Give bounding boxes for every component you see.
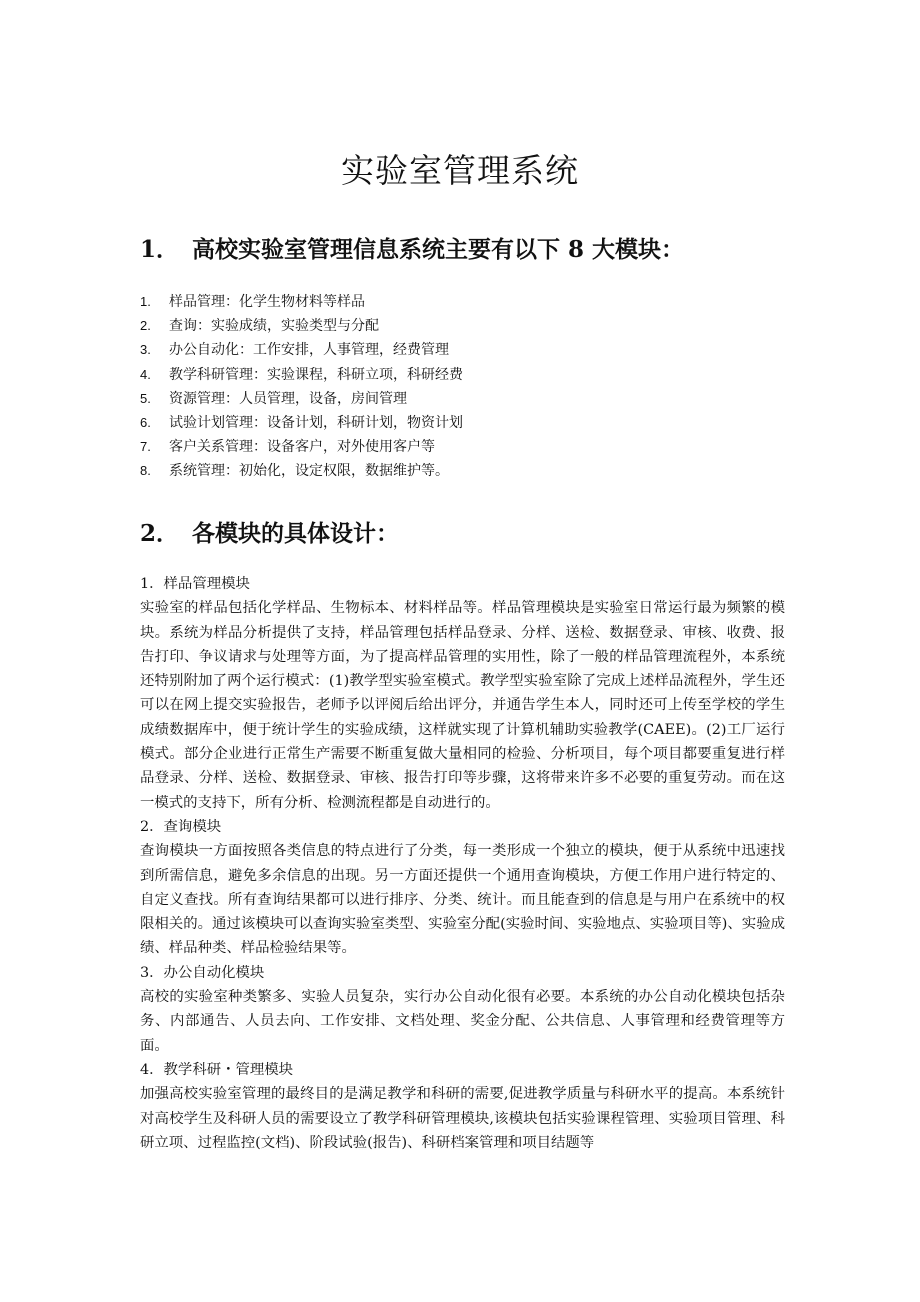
subsection-heading: 2．查询模块: [140, 818, 222, 835]
section-heading-text: 各模块的具体设计：: [192, 520, 399, 547]
list-number: 4.: [140, 366, 151, 382]
subsection-heading: 3．办公自动化模块: [140, 964, 265, 981]
module-design-body: [140, 572, 785, 1155]
list-item: [140, 459, 463, 483]
section-heading-2: [140, 515, 399, 548]
section-heading-1: [140, 231, 684, 264]
list-item: [140, 435, 463, 459]
list-item: [140, 338, 463, 362]
section-heading-text: 高校实验室管理信息系统主要有以下 8 大模块：: [192, 236, 685, 263]
list-number: 6.: [140, 414, 151, 430]
list-number: 3.: [140, 342, 151, 358]
list-number: 8.: [140, 463, 151, 479]
list-text: 资源管理：人员管理，设备，房间管理: [169, 390, 407, 407]
list-number: 2.: [140, 318, 151, 334]
list-item: [140, 363, 463, 387]
list-text: 客户关系管理：设备客户，对外使用客户等: [169, 439, 435, 456]
list-text: 教学科研管理：实验课程，科研立项，科研经费: [169, 366, 463, 383]
module-list: [140, 290, 463, 484]
subsection-paragraph: 高校的实验室种类繁多、实验人员复杂，实行办公自动化很有必要。本系统的办公自动化模块包括杂务、内部通告、人员去向、工作安排、文档处理、奖金分配、公共信息、人事管理和经费管理等方面。: [140, 989, 785, 1054]
list-item: [140, 411, 463, 435]
subsection-heading: 1．样品管理模块: [140, 576, 250, 592]
subsection-paragraph: 查询模块一方面按照各类信息的特点进行了分类，每一类形成一个独立的模块，便于从系统中迅速找到所需信息，避免多余信息的出现。另一方面还提供一个通用查询模块，方便工作用户进行特定的、自定义查找。所有查询结果都可以进行排序、分类、统计。而且能查到的信息是与用户在系统中的权限相关的。通过该模块可以查询实验室类型、实验室分配(实验时间、实验地点、实验项目等)、实验成绩、样品种类、样品检验结果等。: [140, 843, 785, 957]
list-text: 系统管理：初始化，设定权限，数据维护等。: [169, 463, 449, 480]
section-number: 1．: [140, 236, 180, 263]
list-text: 样品管理：化学生物材料等样品: [169, 294, 365, 310]
subsection-paragraph: 实验室的样品包括化学样品、生物标本、材料样品等。样品管理模块是实验室日常运行最为频繁的模块。系统为样品分析提供了支持，样品管理包括样品登录、分样、送检、数据登录、审核、收费、报告打印、争议请求与处理等方面，为了提高样品管理的实用性，除了一般的样品管理流程外，本系统还特别附加了两个运行模式：(1)教学型实验室模式。教学型实验室除了完成上述样品流程外，学生还可以在网上提交实验报告，老师予以评阅后给出评分，并通告学生本人，同时还可上传至学校的学生成绩数据库中，便于统计学生的实验成绩，这样就实现了计算机辅助实验教学(CAEE)。(2)工厂运行模式。部分企业进行正常生产需要不断重复做大量相同的检验、分析项目，每个项目都要重复进行样品登录、分样、送检、数据登录、审核、报告打印等步骤，这将带来许多不必要的重复劳动。而在这一模式的支持下，所有分析、检测流程都是自动进行的。: [140, 600, 785, 811]
subsection-paragraph: 加强高校实验室管理的最终目的是满足教学和科研的需要,促进教学质量与科研水平的提高。本系统针对高校学生及科研人员的需要设立了教学科研管理模块,该模块包括实验课程管理、实验项目管理、科研立项、过程监控(文档)、阶段试验(报告)、科研档案管理和项目结题等: [140, 1086, 785, 1151]
document-title: 实验室管理系统: [341, 151, 579, 190]
section-number: 2．: [140, 520, 180, 547]
list-item: [140, 314, 463, 338]
list-text: 试验计划管理：设备计划，科研计划，物资计划: [169, 414, 463, 431]
subsection-heading: 4．教学科研・管理模块: [140, 1061, 294, 1078]
list-item: [140, 387, 463, 411]
list-number: 5.: [140, 390, 151, 406]
list-number: 1.: [140, 294, 151, 309]
list-number: 7.: [140, 439, 151, 455]
list-text: 办公自动化：工作安排，人事管理，经费管理: [169, 342, 449, 359]
list-item: [140, 290, 463, 314]
list-text: 查询：实验成绩，实验类型与分配: [169, 318, 379, 335]
